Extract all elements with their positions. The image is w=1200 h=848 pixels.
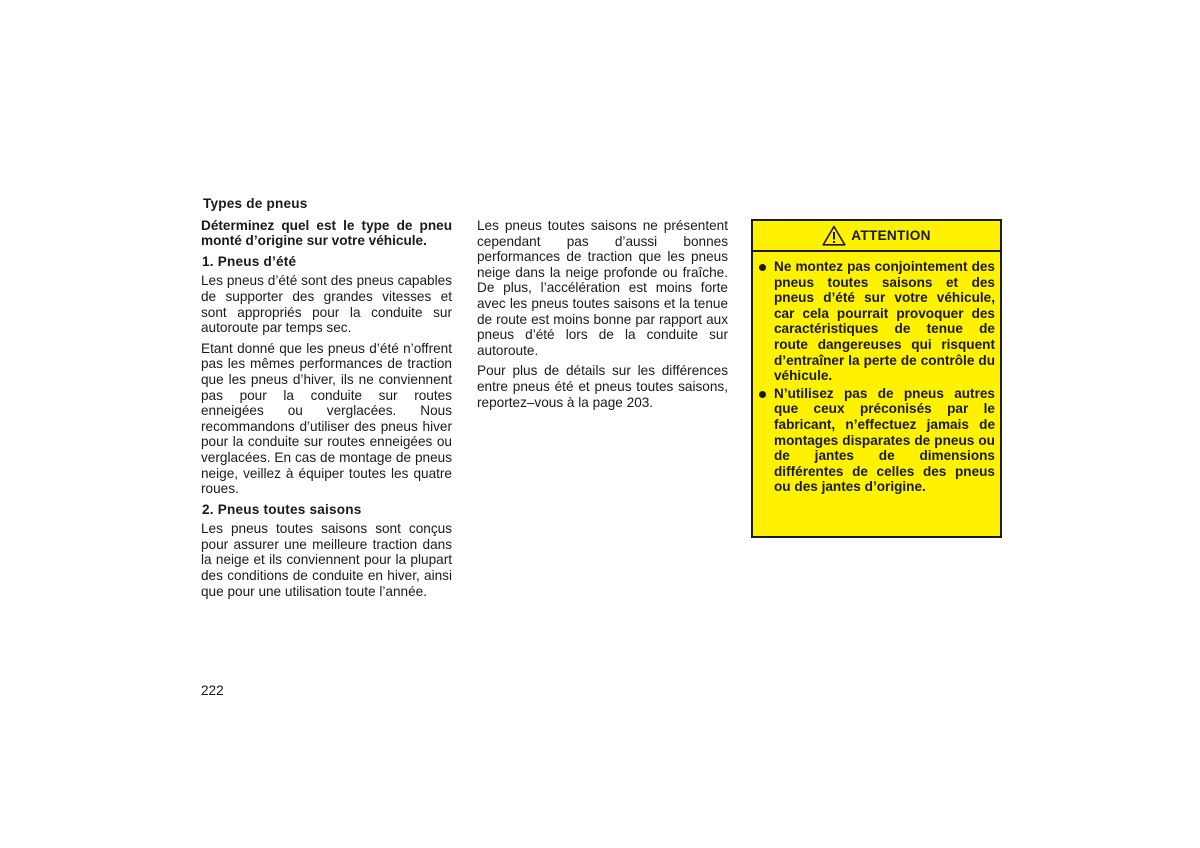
section1-paragraph-2: Etant donné que les pneus d’été n’offrent pas les mêmes performances de traction que les pneus d’hiver, ils ne conviennent pas pour la conduite sur routes enneigées ou verglacées. Nous recommandons d’utiliser des pneus hiver pour la conduite sur routes enneigées ou verglacées. En cas de montage de pneus neige, veillez à équiper toutes les quatre roues. bbox=[201, 340, 452, 497]
middle-column bbox=[477, 218, 728, 415]
attention-item bbox=[759, 386, 995, 495]
warning-triangle-icon bbox=[822, 225, 846, 246]
section1-paragraph-1: Les pneus d’été sont des pneus capables de supporter des grandes vitesses et sont appropriés pour la conduite sur autoroute par temps sec. bbox=[201, 273, 452, 336]
bullet-icon bbox=[759, 264, 766, 271]
attention-item-text: N’utilisez pas de pneus autres que ceux préconisés par le fabricant, n’effectuez jamais de montages disparates de pneus ou de jantes de dimensions différentes de celles des pneus ou des jantes d’origine. bbox=[774, 385, 995, 495]
attention-item-text: Ne montez pas conjointement des pneus toutes saisons et des pneus d’été sur votre véhicule, car cela pourrait provoquer des caractéristiques de tenue de route dangereuses qui risquent d’entraîner la perte de contrôle du véhicule. bbox=[774, 259, 995, 384]
attention-box bbox=[751, 219, 1002, 538]
left-column bbox=[201, 196, 452, 604]
page-number: 222 bbox=[201, 683, 224, 698]
section1-heading: 1. Pneus d’été bbox=[202, 253, 297, 269]
bullet-icon bbox=[759, 391, 766, 398]
attention-item bbox=[759, 259, 995, 384]
intro-text: Déterminez quel est le type de pneu monté d’origine sur votre véhicule. bbox=[201, 217, 452, 249]
attention-body bbox=[753, 252, 1000, 495]
middle-paragraph-2: Pour plus de détails sur les différences entre pneus été et pneus toutes saisons, reportez–vous à la page 203. bbox=[477, 363, 728, 410]
middle-paragraph-1: Les pneus toutes saisons ne présentent cependant pas d’aussi bonnes performances de traction que les pneus neige dans la neige profonde ou fraîche. De plus, l’accélération est moins forte avec les pneus toutes saisons et la tenue de route est moins bonne par rapport aux pneus d’été lors de la conduite sur autoroute. bbox=[477, 218, 728, 358]
attention-title: ATTENTION bbox=[851, 228, 931, 243]
attention-header bbox=[753, 221, 1000, 252]
section2-heading: 2. Pneus toutes saisons bbox=[202, 501, 362, 517]
section2-paragraph-1: Les pneus toutes saisons sont conçus pour assurer une meilleure traction dans la neige et ils conviennent pour la plupart des conditions de conduite en hiver, ainsi que pour une utilisation toute l’année. bbox=[201, 521, 452, 599]
section-title: Types de pneus bbox=[203, 196, 308, 211]
